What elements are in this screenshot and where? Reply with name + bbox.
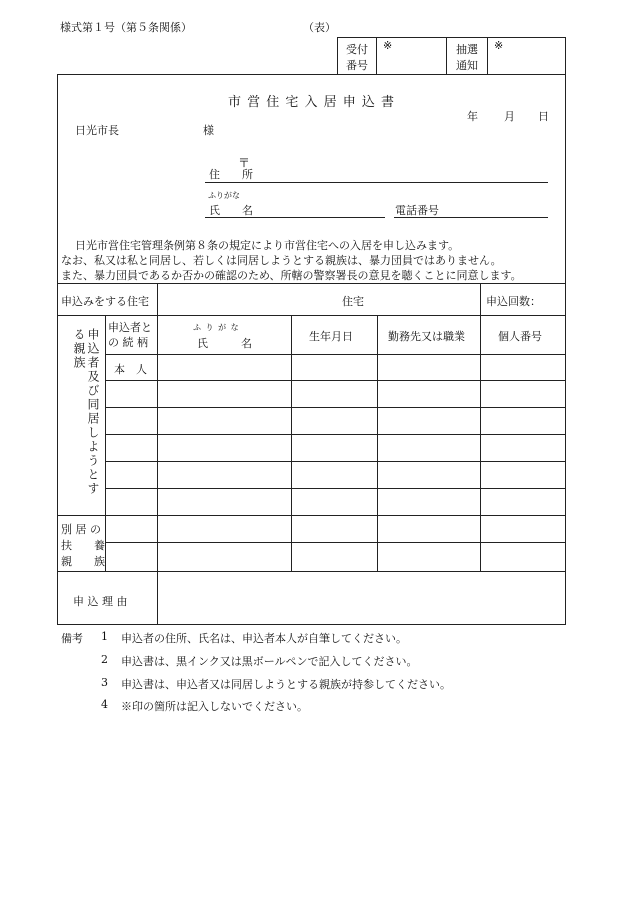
separate-label-1: 別 居 の — [61, 523, 101, 536]
address-label: 住 所 — [209, 168, 253, 181]
receipt-label-2: 番号 — [346, 59, 368, 72]
name-label: 氏 名 — [209, 204, 253, 217]
lottery-label-2: 通知 — [456, 59, 478, 72]
col-id: 個人番号 — [498, 330, 542, 343]
page-title: 市 営 住 宅 入 居 申 込 書 — [228, 95, 396, 110]
date-year: 年 — [467, 110, 478, 123]
col-furigana: ふ り が な — [193, 323, 240, 332]
note-text: ※印の箇所は記入しないでください。 — [121, 700, 308, 713]
separate-label-2: 扶 養 — [61, 539, 105, 552]
statement-3: また、暴力団員であるか否かの確認のため、所轄の警察署長の意見を聴くことに同意します。 — [61, 269, 522, 282]
group-label: 申込者及び同居しようとする親族 — [72, 328, 100, 496]
note-text: 申込者の住所、氏名は、申込者本人が自筆してください。 — [121, 632, 407, 645]
col-birth: 生年月日 — [309, 330, 353, 343]
housing-value: 住宅 — [342, 295, 364, 308]
lottery-label: 抽選 — [456, 43, 478, 56]
date-day: 日 — [538, 110, 549, 123]
col-name: 氏 名 — [197, 337, 252, 350]
lottery-mark: ※ — [494, 39, 504, 52]
receipt-label: 受付 — [346, 43, 368, 56]
col-work: 勤務先又は職業 — [388, 330, 465, 343]
statement-1: 日光市営住宅管理条例第８条の規定により市営住宅への入居を申し込みます。 — [75, 239, 460, 252]
furigana-label: ふりがな — [208, 191, 240, 200]
count-label: 申込回数： — [486, 295, 541, 308]
separate-label-3: 親 族 — [61, 555, 105, 568]
receipt-mark: ※ — [383, 39, 393, 52]
date-month: 月 — [504, 110, 515, 123]
postal-mark: 〒 — [238, 156, 251, 170]
phone-label: 電話番号 — [395, 204, 439, 217]
addressee-name: 日光市長 — [75, 124, 119, 137]
notes-label: 備考 — [61, 632, 83, 645]
phone-line[interactable] — [394, 217, 548, 218]
addressee-sama: 様 — [203, 124, 214, 137]
receipt-lottery-box — [337, 37, 566, 75]
note-number: 2 — [101, 653, 108, 666]
form-number: 様式第１号（第５条関係） — [60, 21, 192, 34]
side-label: （表） — [303, 21, 336, 34]
note-text: 申込書は、申込者又は同居しようとする親族が持参してください。 — [121, 678, 451, 691]
self-label: 本 人 — [114, 363, 147, 376]
note-number: 1 — [101, 630, 108, 643]
name-line[interactable] — [205, 217, 385, 218]
note-number: 4 — [101, 698, 108, 711]
col-relation: 申込者と の 続 柄 — [108, 321, 152, 349]
statement-2: なお、私又は私と同居し、若しくは同居しようとする親族は、暴力団員ではありません。 — [61, 254, 502, 267]
housing-label: 申込みをする住宅 — [61, 295, 149, 308]
address-line[interactable] — [205, 182, 548, 183]
reason-label: 申 込 理 由 — [73, 595, 128, 608]
note-number: 3 — [101, 676, 108, 689]
note-text: 申込書は、黒インク又は黒ボールペンで記入してください。 — [121, 655, 418, 668]
